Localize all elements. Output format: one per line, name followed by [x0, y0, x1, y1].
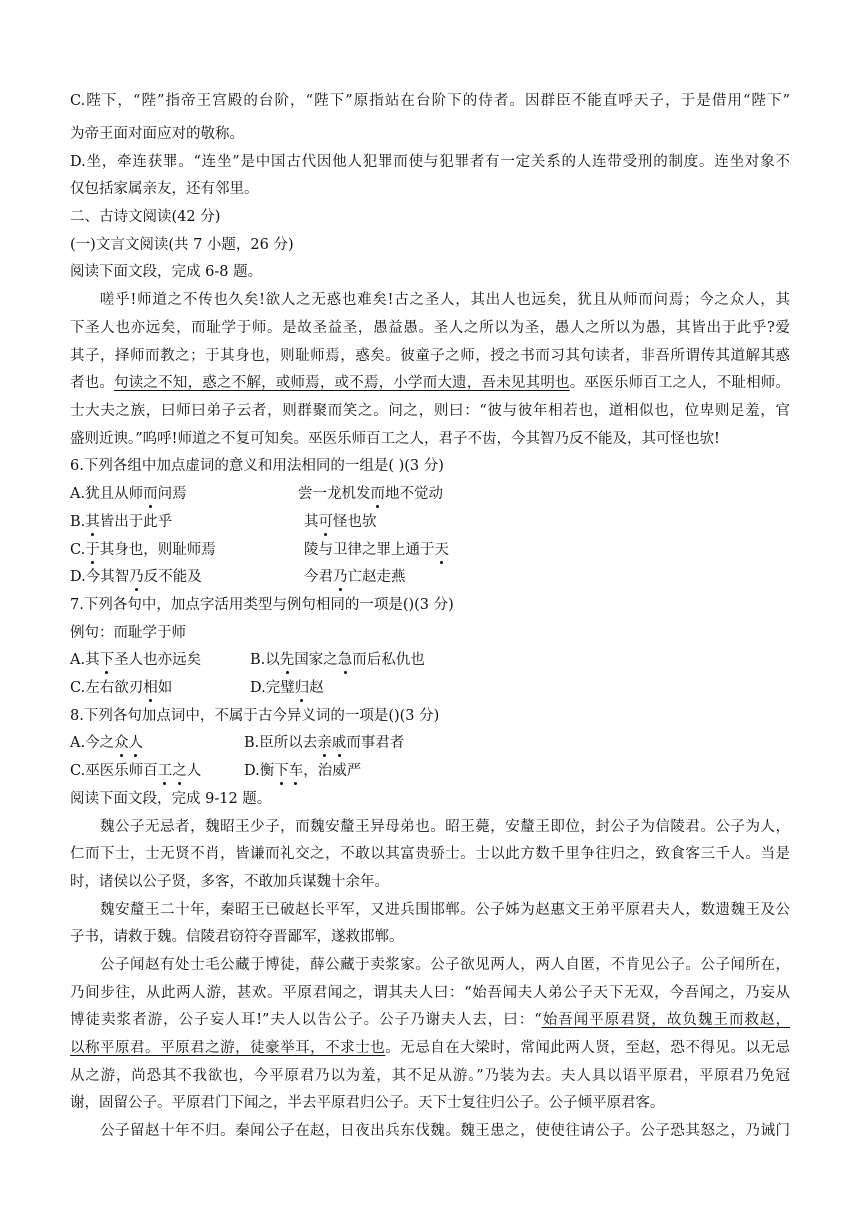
- q7-option-b: B.以先国家之急而后私仇也: [250, 652, 425, 668]
- q6-option-c-left: C.于其身也，则耻师焉: [70, 542, 216, 558]
- question-7-stem: 7.下列各句中，加点字活用类型与例句相同的一项是()(3 分): [70, 597, 454, 613]
- emphasis-dot-char: 可: [318, 514, 333, 530]
- passage2-line: 时，诸侯以公子贤，多客，不敢加兵谋魏十余年。: [70, 874, 389, 890]
- section-heading-classical-poetry: 二、古诗文阅读(42 分): [70, 209, 221, 225]
- underlined-sentence: 句读之不知，惑之不解，或师焉，或不焉，小学而大遗，吾未见其明也: [114, 375, 570, 391]
- emphasis-dot-char: 急: [337, 652, 353, 668]
- passage2-line: 子书，请救于魏。信陵君窃符夺晋鄙军，遂救邯郸。: [70, 929, 404, 945]
- emphasis-dot-char: 归: [294, 680, 310, 696]
- passage2-line: 魏安釐王二十年，秦昭王已破赵长平军，又进兵围邯郸。公子姊为赵惠文王弟平原君夫人，数遗魏王及公: [100, 902, 790, 918]
- emphasis-dot-char: 车: [288, 763, 304, 779]
- passage1-line: 士大夫之族，曰师曰弟子云者，则群聚而笑之。问之，则曰：“彼与彼年相若也，道相似也，位卑则足羞，官: [70, 403, 790, 419]
- emphasis-dot-char: 先: [279, 652, 295, 668]
- underlined-sentence: 始吾闻平原君贤，故负魏王而救赵，: [541, 1012, 790, 1028]
- reading-instruction-9-12: 阅读下面文段，完成 9-12 题。: [70, 791, 272, 807]
- q6-option-b-right: 其可怪也欤: [304, 514, 377, 530]
- passage1-line: 嗟乎!师道之不传也久矣!欲人之无惑也难矣!古之圣人，其出人也远矣，犹且从师而问焉；今之众人，其: [100, 292, 790, 308]
- question-6-stem: 6.下列各组中加点虚词的意义和用法相同的一组是( )(3 分): [70, 458, 444, 474]
- q6-option-d-right: 今君乃亡赵走燕: [304, 569, 406, 585]
- q8-option-a: A.今之众人: [70, 735, 144, 751]
- emphasis-dot-char: 天: [434, 542, 449, 558]
- emphasis-dot-char: 于: [85, 542, 100, 558]
- question-8-stem: 8.下列各句加点词中，不属于古今异义词的一项是()(3 分): [70, 708, 440, 724]
- q7-option-c: C.左右欲刃相如: [70, 680, 173, 696]
- emphasis-dot-char: 乃: [333, 569, 348, 585]
- q8-option-c: C.巫医乐师百工之人: [70, 763, 202, 779]
- q8-option-b: B.臣所以去亲戚而事君者: [244, 735, 405, 751]
- emphasis-dot-char: 亲: [317, 735, 332, 751]
- passage1-line: 者也。句读之不知，惑之不解，或师焉，或不焉，小学而大遗，吾未见其明也。巫医乐师百工之人，不耻相师。: [70, 375, 791, 391]
- option-c-line-1: C.陛下，“陛”指帝王宫殿的台阶，“陛下”原指站在台阶下的侍者。因群臣不能直呼天子，于是借用“陛下”: [70, 93, 790, 109]
- emphasis-dot-char: 而: [143, 486, 158, 502]
- passage2-line: 谢，固留公子。平原君门下闻之，半去平原君归公子。天下士复往归公子。公子倾平原君客。: [70, 1095, 665, 1111]
- emphasis-dot-char: 工: [157, 763, 173, 779]
- emphasis-dot-char: 下: [274, 763, 289, 779]
- underlined-sentence: 以称平原君。平原君之游，徒豪举耳，不求士也: [70, 1040, 386, 1056]
- q6-option-d-left: D.今其智乃反不能及: [70, 569, 202, 585]
- q7-example: 例句：而耻学于师: [70, 625, 186, 641]
- passage2-line: 从之游，尚恐其不我欲也，今平原君乃以为羞，其不足从游。”乃装为去。夫人具以语平原君，平原君乃免冠: [70, 1068, 790, 1084]
- option-d-line-1: D.坐，牵连获罪。“连坐”是中国古代因他人犯罪而使与犯罪者有一定关系的人连带受刑的制度。连坐对象不: [70, 154, 790, 170]
- passage1-line: 下圣人也亦远矣，而耻学于师。是故圣益圣，愚益愚。圣人之所以为圣，愚人之所以为愚，其皆出于此乎?爱: [70, 320, 790, 336]
- emphasis-dot-char: 其: [85, 514, 100, 530]
- passage2-line: 仁而下士，士无贤不肖，皆谦而礼交之，不敢以其富贵骄士。士以此方数千里争往归之，致食客三千人。当是: [70, 846, 790, 862]
- q6-option-b-left: B.其皆出于此乎: [70, 514, 173, 530]
- subsection-heading-classical-prose: (一)文言文阅读(共 7 小题，26 分): [70, 237, 294, 253]
- emphasis-dot-char: 而: [370, 486, 385, 502]
- option-d-line-2: 仅包括家属亲友，还有邻里。: [70, 181, 259, 197]
- passage1-line: 盛则近谀。”呜呼!师道之不复可知矣。巫医乐师百工之人，君子不齿，今其智乃反不能及，其可怪也欤!: [70, 431, 720, 447]
- emphasis-dot-char: 乃: [129, 569, 144, 585]
- emphasis-dot-char: 下: [99, 652, 115, 668]
- q7-option-d: D.完璧归赵: [250, 680, 324, 696]
- passage2-line: 公子闻赵有处士毛公藏于博徒，薛公藏于卖浆家。公子欲见两人，两人自匿，不肯见公子。公子闻所在，: [100, 957, 790, 973]
- q7-option-a: A.其下圣人也亦远矣: [70, 652, 202, 668]
- passage2-line: 博徒卖浆者游，公子妄人耳!”夫人以告公子。公子乃谢夫人去，曰：“始吾闻平原君贤，故负魏王而救赵，: [70, 1012, 790, 1028]
- emphasis-dot-char: 众: [114, 735, 129, 751]
- passage2-line: 以称平原君。平原君之游，徒豪举耳，不求士也。无忌自在大梁时，常闻此两人贤，至赵，恐不得见。以无忌: [70, 1040, 791, 1056]
- q6-option-a-right: 尝一龙机发而地不觉动: [298, 486, 443, 502]
- q6-option-c-right: 陵与卫律之罪上通于天: [304, 542, 449, 558]
- q8-option-d: D.衡下车，治威严: [244, 763, 362, 779]
- emphasis-dot-char: 人: [128, 735, 144, 751]
- emphasis-dot-char: 之: [172, 763, 187, 779]
- emphasis-dot-char: 戚: [331, 735, 347, 751]
- option-c-line-2: 为帝王面对面应对的敬称。: [70, 126, 244, 142]
- passage2-line: 魏公子无忌者，魏昭王少子，而魏安釐王异母弟也。昭王薨，安釐王即位，封公子为信陵君。公子为人，: [100, 819, 790, 835]
- emphasis-dot-char: 相: [143, 680, 158, 696]
- passage2-line: 公子留赵十年不归。秦闻公子在赵，日夜出兵东伐魏。魏王患之，使使往请公子。公子恐其怒之，乃诫门: [100, 1123, 790, 1139]
- reading-instruction-6-8: 阅读下面文段，完成 6-8 题。: [70, 264, 263, 280]
- passage2-line: 乃间步往，从此两人游，甚欢。平原君闻之，谓其夫人曰：“始吾闻夫人弟公子天下无双，今吾闻之，乃妄从: [70, 985, 790, 1001]
- q6-option-a-left: A.犹且从师而问焉: [70, 486, 187, 502]
- passage1-line: 其子，择师而教之；于其身也，则耻师焉，惑矣。彼童子之师，授之书而习其句读者，非吾所谓传其道解其惑: [70, 348, 790, 364]
